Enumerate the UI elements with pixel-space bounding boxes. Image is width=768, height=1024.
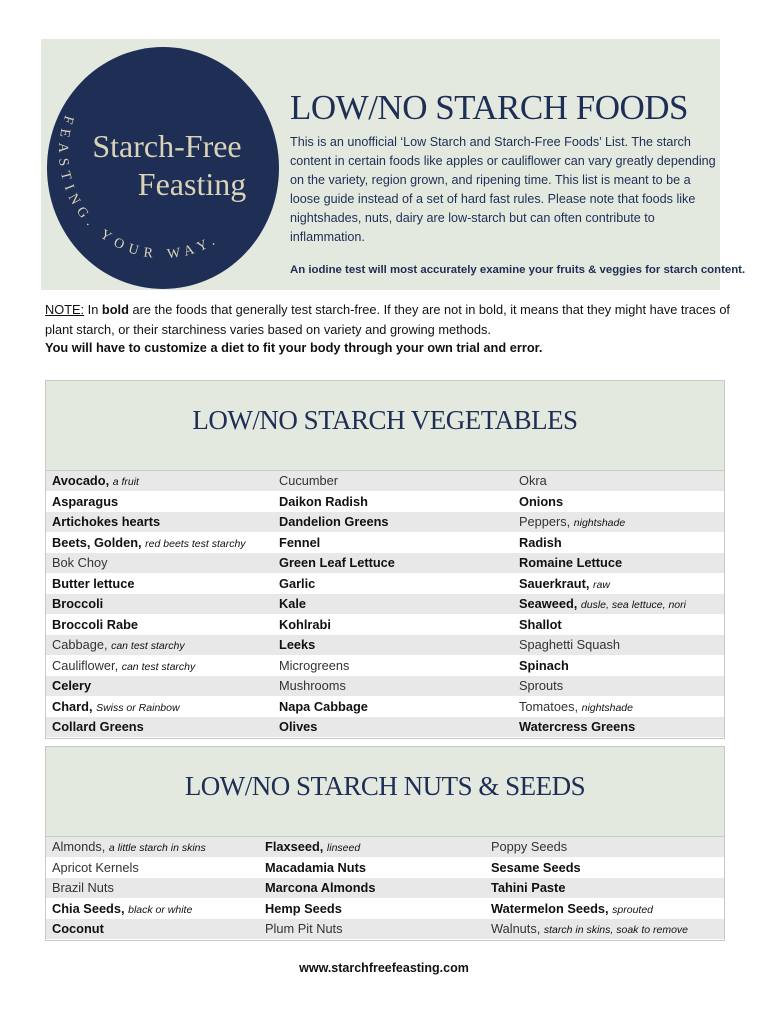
table-cell	[46, 471, 273, 491]
food-name: Bok Choy	[52, 555, 108, 570]
food-name: Okra	[519, 473, 547, 488]
note-text-a: In	[84, 302, 102, 317]
table-row	[46, 492, 724, 513]
food-name: Butter lettuce	[52, 575, 135, 591]
table-cell	[46, 697, 273, 717]
food-name: Watercress Greens	[519, 719, 636, 734]
food-name: Sauerkraut,	[519, 575, 590, 591]
food-name: Garlic	[279, 575, 316, 591]
food-name: Microgreens	[279, 657, 350, 673]
food-name: Watermelon Seeds,	[491, 900, 609, 916]
table-row	[46, 471, 724, 492]
note-label: NOTE:	[45, 302, 85, 317]
table-cell	[46, 594, 273, 614]
food-name: Artichokes hearts	[52, 514, 161, 529]
table-cell	[273, 717, 513, 737]
table-row	[46, 615, 724, 636]
table-cell	[46, 656, 273, 676]
food-name: Dandelion Greens	[279, 514, 389, 529]
table-cell	[46, 919, 259, 939]
food-note: Swiss or Rainbow	[96, 701, 180, 714]
food-name: Chia Seeds,	[52, 900, 125, 916]
food-name: Kale	[279, 596, 307, 611]
table-row	[46, 676, 724, 697]
table-cell	[513, 553, 724, 573]
table-cell	[259, 919, 485, 939]
table-cell	[273, 553, 513, 573]
table-cell	[485, 837, 724, 857]
food-note: raw	[592, 578, 610, 591]
table-cell	[513, 615, 724, 635]
food-name: Seaweed,	[519, 596, 578, 611]
food-name: Cauliflower,	[52, 657, 119, 673]
vegetables-rows	[46, 471, 724, 738]
table-cell	[273, 594, 513, 614]
diet-note: You will have to customize a diet to fit your body through your own trial and error.	[45, 340, 543, 355]
food-name: Sprouts	[519, 678, 564, 693]
table-cell	[273, 615, 513, 635]
table-cell	[513, 676, 724, 696]
table-cell	[485, 878, 724, 898]
nuts-rows	[46, 837, 724, 940]
table-row	[46, 574, 724, 595]
footer-url[interactable]: www.starchfreefeasting.com	[299, 961, 469, 975]
table-cell	[273, 492, 513, 512]
table-cell	[513, 697, 724, 717]
food-note: can test starchy	[111, 640, 185, 652]
vegetables-table	[45, 380, 725, 739]
table-row	[46, 594, 724, 615]
food-name: Almonds,	[52, 839, 106, 854]
table-cell	[273, 676, 513, 696]
food-name: Brazil Nuts	[52, 880, 114, 895]
table-cell	[46, 858, 259, 878]
table-cell	[273, 574, 513, 594]
food-name: Flaxseed,	[265, 839, 324, 854]
food-name: Marcona Almonds	[265, 880, 376, 895]
food-name: Spaghetti Squash	[519, 637, 621, 652]
food-name: Mushrooms	[279, 678, 346, 693]
food-name: Asparagus	[52, 493, 119, 509]
table-cell	[273, 656, 513, 676]
food-name: Cucumber	[279, 473, 339, 488]
table-cell	[273, 471, 513, 491]
food-note: sprouted	[612, 903, 654, 916]
table-cell	[273, 697, 513, 717]
food-name: Leeks	[279, 637, 316, 652]
food-name: Macadamia Nuts	[265, 859, 366, 875]
table-cell	[513, 471, 724, 491]
table-row	[46, 697, 724, 718]
food-name: Onions	[519, 493, 564, 509]
table-row	[46, 553, 724, 574]
note-paragraph	[45, 300, 735, 339]
food-name: Collard Greens	[52, 719, 144, 734]
food-note: a fruit	[112, 476, 139, 488]
table-cell	[46, 533, 273, 553]
food-name: Broccoli Rabe	[52, 616, 139, 632]
table-cell	[259, 899, 485, 919]
food-name: Radish	[519, 534, 562, 550]
table-cell	[485, 919, 724, 939]
table-cell	[46, 676, 273, 696]
food-name: Tomatoes,	[519, 698, 579, 714]
table-cell	[513, 533, 724, 553]
vegetables-header	[46, 381, 724, 471]
table-row	[46, 635, 724, 656]
table-cell	[259, 837, 485, 857]
food-name: Broccoli	[52, 596, 104, 611]
food-name: Cabbage,	[52, 637, 108, 652]
food-note: linseed	[326, 842, 361, 854]
logo-line1: Starch-Free	[92, 128, 242, 164]
logo-ring-text: FEASTING. YOUR WAY.	[54, 113, 223, 263]
food-name: Spinach	[519, 657, 569, 673]
food-name: Coconut	[52, 921, 104, 936]
food-name: Olives	[279, 719, 318, 734]
table-cell	[46, 635, 273, 655]
table-row	[46, 717, 724, 738]
logo-line2: Feasting	[137, 166, 247, 202]
food-note: nightshade	[581, 701, 633, 714]
table-cell	[259, 858, 485, 878]
table-row	[46, 878, 724, 899]
table-cell	[46, 899, 259, 919]
note-text-b: are the foods that generally test starch-free. If they are not in bold, it means that they might have traces of plant starch, or their starchiness varies based on variety and growing methods.	[45, 302, 730, 337]
logo	[47, 47, 279, 289]
table-row	[46, 919, 724, 940]
food-name: Plum Pit Nuts	[265, 921, 343, 936]
table-cell	[513, 492, 724, 512]
food-name: Celery	[52, 678, 92, 693]
food-note: black or white	[128, 903, 193, 916]
food-note: a little starch in skins	[108, 842, 206, 854]
table-row	[46, 858, 724, 879]
table-cell	[273, 512, 513, 532]
table-cell	[46, 553, 273, 573]
food-note: red beets test starchy	[145, 537, 246, 550]
food-name: Poppy Seeds	[491, 839, 568, 854]
table-cell	[273, 635, 513, 655]
food-name: Sesame Seeds	[491, 859, 581, 875]
food-note: nightshade	[573, 517, 626, 529]
food-note: can test starchy	[121, 660, 196, 673]
table-cell	[46, 512, 273, 532]
food-name: Romaine Lettuce	[519, 555, 623, 570]
table-cell	[513, 656, 724, 676]
page-title: LOW/NO STARCH FOODS	[290, 88, 689, 127]
table-row	[46, 837, 724, 858]
food-name: Avocado,	[52, 473, 110, 488]
food-name: Tahini Paste	[491, 880, 566, 895]
food-name: Kohlrabi	[279, 616, 331, 632]
intro-text: This is an unofficial ‘Low Starch and Starch-Free Foods’ List. The starch content in certain foods like apples or cauliflower can vary greatly depending on the variety, region grown, and ripening time. This list is meant to be a loose guide instead of a set of hard fast rules. Please note that foods like nightshades, nuts, dairy are low-starch but can often contribute to inflammation.	[290, 135, 716, 244]
table-cell	[273, 533, 513, 553]
table-cell	[513, 635, 724, 655]
table-row	[46, 512, 724, 533]
food-name: Apricot Kernels	[52, 859, 139, 875]
food-name: Napa Cabbage	[279, 698, 368, 714]
table-cell	[46, 878, 259, 898]
food-name: Hemp Seeds	[265, 900, 342, 916]
food-name: Walnuts,	[491, 921, 541, 936]
food-name: Fennel	[279, 534, 321, 550]
table-cell	[513, 594, 724, 614]
table-cell	[513, 512, 724, 532]
food-name: Chard,	[52, 698, 93, 714]
table-cell	[46, 574, 273, 594]
table-row	[46, 533, 724, 554]
table-cell	[485, 858, 724, 878]
table-cell	[485, 899, 724, 919]
nuts-title: LOW/NO STARCH NUTS & SEEDS	[184, 771, 586, 801]
nuts-table	[45, 746, 725, 941]
food-note: dusle, sea lettuce, nori	[580, 599, 686, 611]
iodine-note: An iodine test will most accurately examine your fruits & veggies for starch content.	[290, 264, 746, 276]
food-name: Peppers,	[519, 514, 571, 529]
note-bold-word: bold	[101, 302, 129, 317]
table-row	[46, 656, 724, 677]
nuts-header	[46, 747, 724, 837]
table-cell	[46, 837, 259, 857]
table-cell	[46, 615, 273, 635]
food-name: Green Leaf Lettuce	[279, 555, 395, 570]
food-name: Daikon Radish	[279, 493, 368, 509]
food-name: Shallot	[519, 616, 562, 632]
table-cell	[513, 717, 724, 737]
vegetables-title: LOW/NO STARCH VEGETABLES	[192, 405, 578, 435]
food-name: Beets, Golden,	[52, 534, 142, 550]
table-cell	[46, 492, 273, 512]
table-cell	[259, 878, 485, 898]
table-row	[46, 899, 724, 920]
food-note: starch in skins, soak to remove	[543, 924, 689, 936]
table-cell	[513, 574, 724, 594]
table-cell	[46, 717, 273, 737]
